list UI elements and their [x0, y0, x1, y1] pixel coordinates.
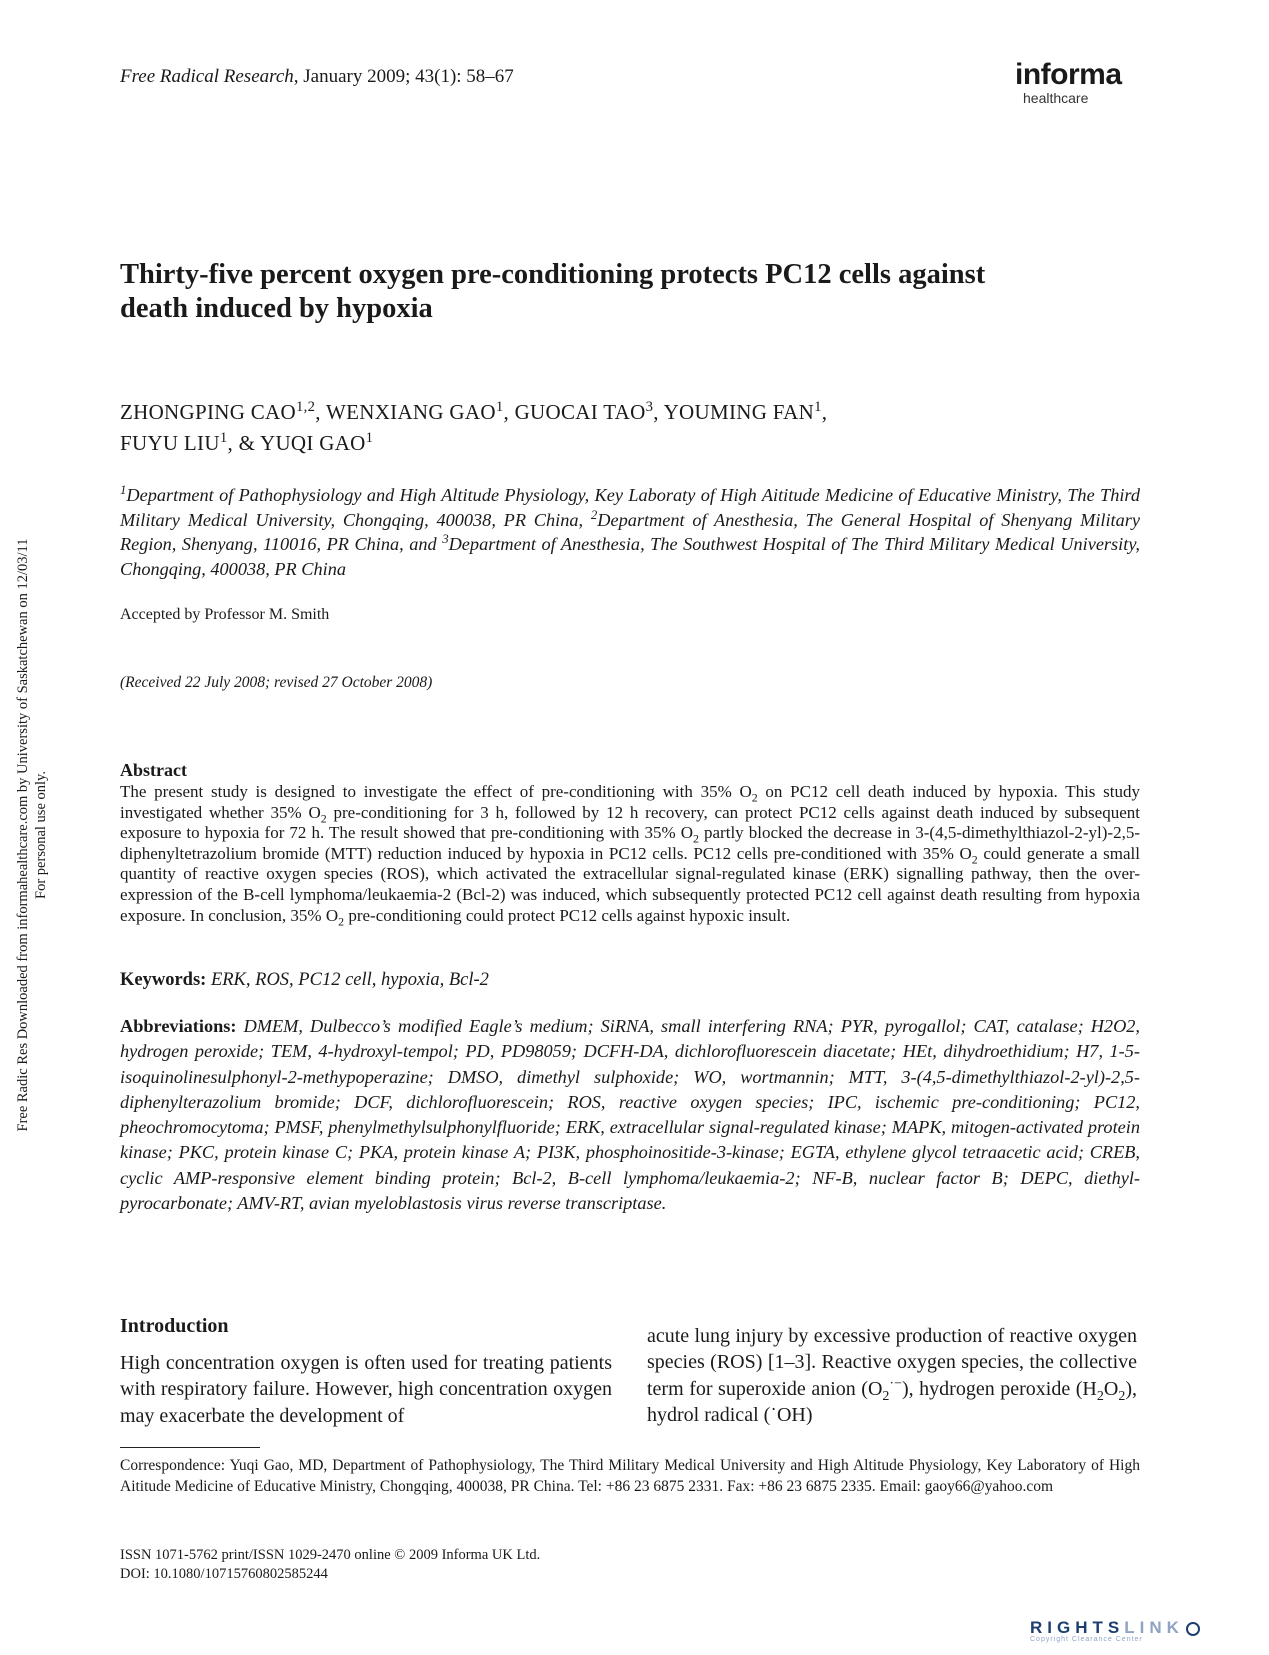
affiliations: $^1$Department of Pathophysiology and High Altitude Physiology, Key Laboraty of High Aititude Medicine of Educative Ministry, The Third Military Medical University, Chongqing, 400038, PR China, $^2$Department of Anesthesia, The General Hospital of Shenyang Military Region, Shenyang, 110016, PR China, and $^3$Department of Anesthesia, The Southwest Hospital of The Third Military Medical University, Chongqing, 400038, PR China — [120, 482, 1141, 579]
author-list — [120, 397, 1140, 459]
journal-citation — [120, 66, 514, 88]
rightslink-text-a: RIGHTS — [1030, 1618, 1125, 1637]
journal-name: Free Radical Research — [120, 66, 294, 87]
doi: DOI: 10.1080/10715760802585244 — [120, 1566, 328, 1582]
abbreviations — [120, 1014, 1140, 1216]
abstract-text: The present study is designed to investigate the effect of pre-conditioning with 35% $O_2$ on PC12 cell death induced by hypoxia. This study investigated whether 35% $O_2$ pre-conditioning for 3 h, followed by 12 h recovery, can protect PC12 cells against death induced by subsequent exposure to hypoxia for 72 h. The result showed that pre-conditioning with 35% $O_2$ partly blocked the decrease in 3-(4,5-dimethylthiazol-2-yl)-2,5-diphenyltetrazolium bromide (MTT) reduction induced by hypoxia in PC12 cells. PC12 cells pre-conditioned with 35% $O_2$ could generate a small quantity of reactive oxygen species (ROS), which activated the extracellular signal-regulated kinase (ERK) signalling pathway, then the over-expression of the B-cell lymphoma/leukaemia-2 (Bcl-2) was induced, which subsequently protected PC12 cell against death resulting from hypoxia exposure. In conclusion, 35% $O_2$ pre-conditioning could protect PC12 cells against hypoxic insult. — [120, 782, 1140, 928]
correspondence: Correspondence: Yuqi Gao, MD, Department of Pathophysiology, The Third Military Medical University and High Altitude Physiology, Key Laboratory of High Aititude Medicine of Educative Ministry, Chongqing, 400038, PR China. Tel: +86 23 6875 2331. Fax: +86 23 6875 2335. Email: gaoy66@yahoo.com — [120, 1457, 1140, 1495]
author: GUOCAI TAO$^3$, — [514, 399, 664, 424]
received-dates: (Received 22 July 2008; revised 27 October 2008) — [120, 674, 433, 691]
rightslink-logo — [1030, 1618, 1200, 1643]
author: YOUMING FAN$^1$, — [663, 399, 828, 424]
accepted-by: Accepted by Professor M. Smith — [120, 606, 330, 623]
abbreviations-label: Abbreviations: — [120, 1016, 237, 1036]
logo-main: informa — [1015, 58, 1122, 91]
introduction-right-column: acute lung injury by excessive production of reactive oxygen species (ROS) [1–3]. Reactive oxygen species, the collective term for superoxide anion $(O_2^{\cdot-})$, hydrogen peroxide $(H_2O_2)$, hydrol radical (˙OH) — [647, 1325, 1137, 1426]
issn-doi — [120, 1546, 540, 1584]
issn: ISSN 1071-5762 print/ISSN 1029-2470 online © 2009 Informa UK Ltd. — [120, 1547, 541, 1563]
article-title — [120, 258, 1140, 326]
keywords — [120, 970, 1140, 991]
logo-sub: healthcare — [1023, 90, 1089, 106]
introduction-left-column: High concentration oxygen is often used for treating patients with respiratory failure. However, high concentration oxygen may exacerbate the development of — [120, 1352, 612, 1427]
title-line-2: death induced by hypoxia — [120, 293, 433, 324]
author: YUQI GAO$^1$ — [259, 430, 374, 455]
keywords-label: Keywords: — [120, 970, 207, 990]
author: FUYU LIU$^1$, & — [120, 430, 260, 455]
rightslink-text-b: LINK — [1124, 1618, 1184, 1637]
rightslink-sub: Copyright Clearance Center — [1030, 1636, 1143, 1643]
rightslink-icon — [1186, 1622, 1200, 1636]
footnote-divider — [120, 1447, 260, 1448]
abbreviations-list: DMEM, Dulbecco’s modified Eagle’s medium; SiRNA, small interfering RNA; PYR, pyrogallol; CAT, catalase; H2O2, hydrogen peroxide; TEM, 4-hydroxyl-tempol; PD, PD98059; DCFH-DA, dichlorofluorescein diacetate; HEt, dihydroethidium; H7, 1-5-isoquinolinesulphonyl-2-methypoperazine; DMSO, dimethyl sulphoxide; WO, wortmannin; MTT, 3-(4,5-dimethylthiazol-2-yl)-2,5-diphenylterazolium bromide; DCF, dichlorofluorescein; ROS, reactive oxygen species; IPC, ischemic pre-conditioning; PC12, pheochromocytoma; PMSF, phenylmethylsulphonylfluoride; ERK, extracellular signal-regulated kinase; MAPK, mitogen-activated protein kinase; PKC, protein kinase C; PKA, protein kinase A; PI3K, phosphoinositide-3-kinase; EGTA, ethylene glycol tetraacetic acid; CREB, cyclic AMP-responsive element binding protein; Bcl-2, B-cell lymphoma/leukaemia-2; NF-B, nuclear factor B; DEPC, diethyl-pyrocarbonate; AMV-RT, avian myeloblastosis virus reverse transcriptase. — [120, 1016, 1140, 1214]
title-line-1: Thirty-five percent oxygen pre-conditioning protects PC12 cells against — [120, 259, 986, 290]
author: ZHONGPING CAO$^{1,2}$, — [120, 399, 326, 424]
abstract-heading: Abstract — [120, 760, 187, 780]
journal-issue: , January 2009; 43(1): 58–67 — [293, 66, 514, 87]
watermark-line-1: Free Radic Res Downloaded from informahealthcare.com by University of Saskatchewan on 12/03/11 — [15, 538, 31, 1132]
author: WENXIANG GAO$^1$, — [325, 399, 515, 424]
keywords-list: ERK, ROS, PC12 cell, hypoxia, Bcl-2 — [210, 970, 489, 990]
watermark-line-2: For personal use only. — [33, 771, 49, 899]
publisher-logo — [1015, 60, 1122, 106]
introduction-heading: Introduction — [120, 1315, 229, 1337]
